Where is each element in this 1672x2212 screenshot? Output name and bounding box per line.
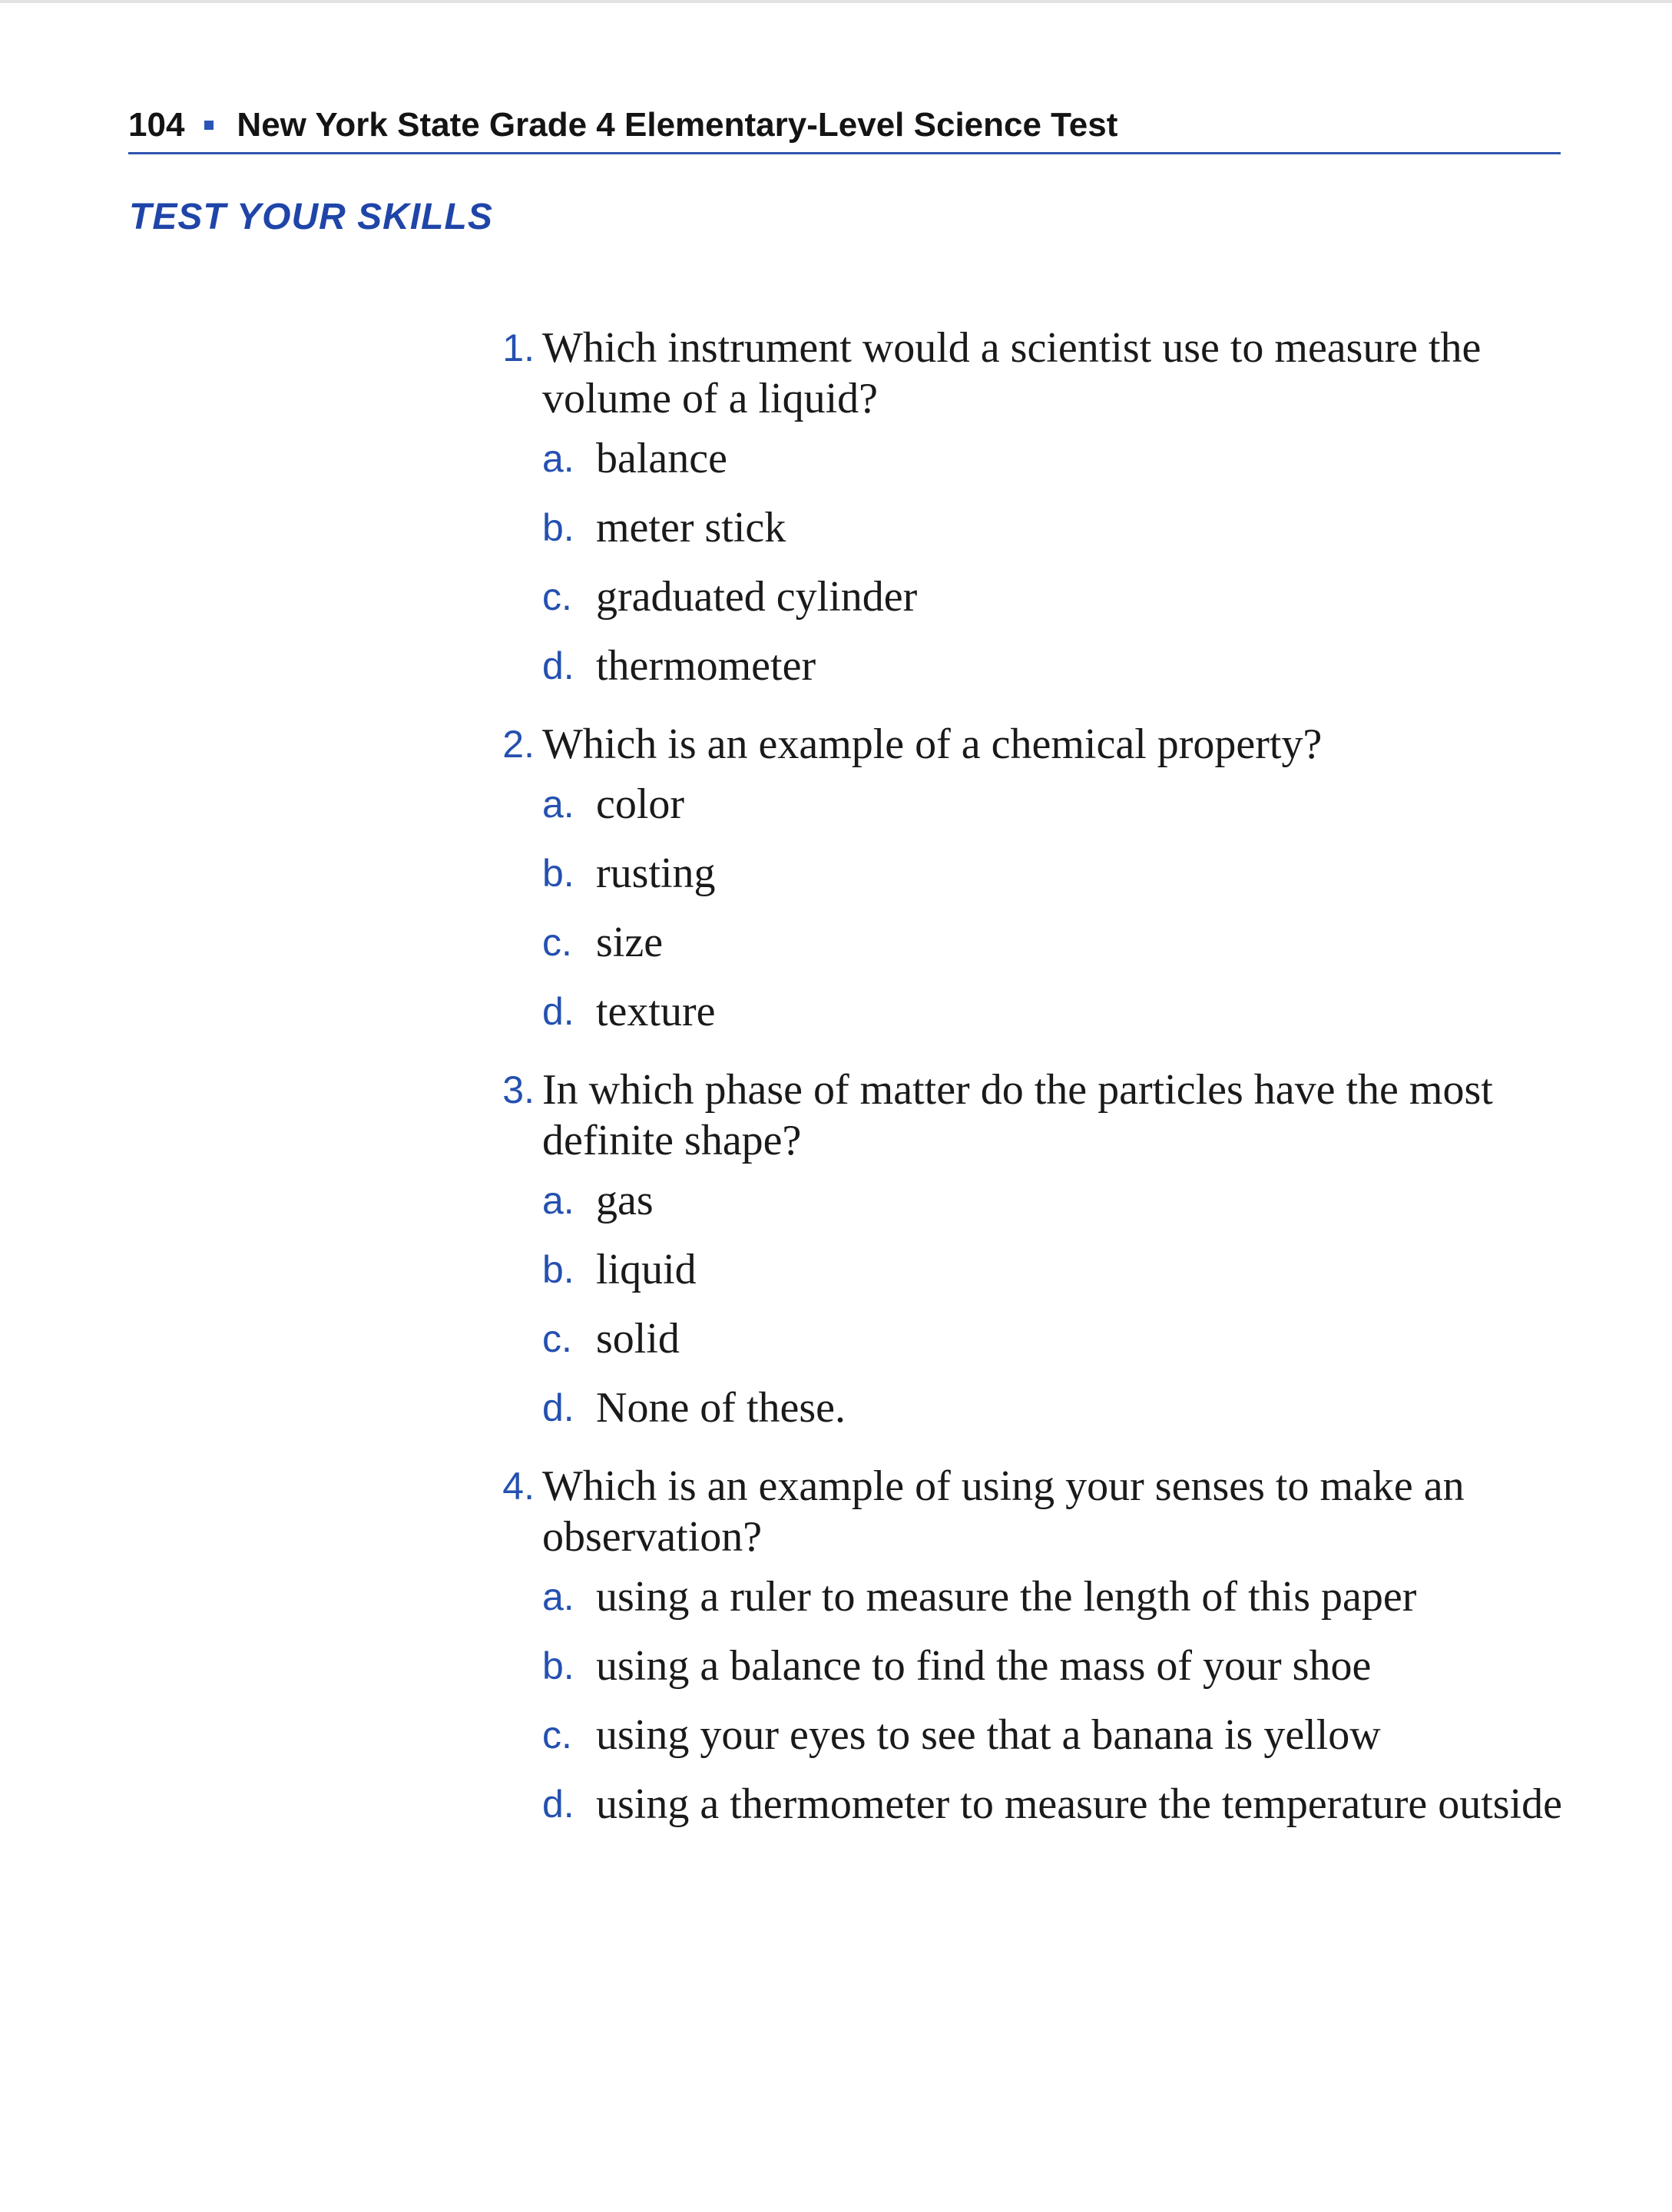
choice-text: None of these.: [596, 1384, 846, 1432]
page-number: 104: [128, 106, 185, 144]
page-top-edge: [0, 0, 1672, 3]
question-number: 4.: [502, 1465, 535, 1508]
question-stem: [476, 719, 1567, 770]
choice-text: graduated cylinder: [596, 573, 918, 621]
choice-letter: c.: [542, 921, 572, 964]
choice-text: rusting: [596, 849, 716, 897]
question-number: 1.: [502, 326, 535, 369]
choice-text: meter stick: [596, 504, 786, 551]
answer-choice-d: [542, 1382, 1567, 1452]
square-bullet-icon: [204, 121, 214, 130]
answer-choices: [476, 779, 1567, 1055]
question-1: [476, 323, 1567, 710]
choice-letter: c.: [542, 1714, 572, 1757]
answer-choice-d: [542, 641, 1567, 710]
answer-choice-d: [542, 1779, 1567, 1886]
question-text: Which instrument would a scientist use to measure the volume of a liquid?: [542, 324, 1482, 422]
choice-letter: b.: [542, 1644, 574, 1687]
choice-letter: b.: [542, 1248, 574, 1291]
answer-choice-a: [542, 1175, 1567, 1244]
question-number: 3.: [502, 1068, 535, 1111]
choice-text: liquid: [596, 1246, 697, 1293]
answer-choice-b: [542, 502, 1567, 571]
answer-choice-b: [542, 1641, 1567, 1710]
answer-choices: [476, 1175, 1567, 1452]
question-text: In which phase of matter do the particles have the most definite shape?: [542, 1066, 1493, 1164]
choice-text: using your eyes to see that a banana is yellow: [596, 1711, 1381, 1759]
answer-choice-a: [542, 433, 1567, 502]
choice-text: thermometer: [596, 642, 816, 690]
question-3: [476, 1065, 1567, 1452]
answer-choices: [476, 1571, 1567, 1886]
choice-text: balance: [596, 435, 727, 482]
choice-text: texture: [596, 988, 716, 1035]
answer-choices: [476, 433, 1567, 710]
choice-text: gas: [596, 1177, 654, 1224]
header-rule: [128, 152, 1561, 154]
choice-letter: d.: [542, 990, 574, 1033]
question-number: 2.: [502, 723, 535, 766]
choice-letter: b.: [542, 506, 574, 549]
question-list: [476, 323, 1567, 1896]
question-stem: [476, 1065, 1567, 1166]
choice-text: using a balance to find the mass of your shoe: [596, 1642, 1372, 1690]
answer-choice-c: [542, 917, 1567, 986]
answer-choice-d: [542, 986, 1567, 1055]
choice-text: solid: [596, 1315, 680, 1363]
book-title: New York State Grade 4 Elementary-Level Science Test: [237, 106, 1118, 144]
choice-letter: a.: [542, 437, 574, 480]
question-stem: [476, 323, 1567, 424]
running-head: [128, 101, 1117, 149]
choice-letter: a.: [542, 1179, 574, 1222]
choice-letter: b.: [542, 852, 574, 895]
section-title: TEST YOUR SKILLS: [129, 197, 493, 237]
answer-choice-a: [542, 1571, 1567, 1641]
answer-choice-b: [542, 1244, 1567, 1313]
question-text: Which is an example of using your senses to make an observation?: [542, 1462, 1465, 1561]
answer-choice-b: [542, 848, 1567, 917]
choice-letter: d.: [542, 1783, 574, 1826]
choice-letter: d.: [542, 1386, 574, 1429]
question-2: [476, 719, 1567, 1055]
choice-letter: a.: [542, 1575, 574, 1618]
answer-choice-c: [542, 1313, 1567, 1382]
choice-text: using a thermometer to measure the temperature outside: [596, 1780, 1563, 1828]
choice-letter: c.: [542, 575, 572, 618]
question-text: Which is an example of a chemical property?: [542, 720, 1323, 768]
question-stem: [476, 1461, 1567, 1562]
choice-text: size: [596, 919, 664, 966]
answer-choice-c: [542, 1710, 1567, 1779]
answer-choice-c: [542, 571, 1567, 641]
answer-choice-a: [542, 779, 1567, 848]
question-4: [476, 1461, 1567, 1886]
choice-letter: d.: [542, 644, 574, 687]
choice-letter: c.: [542, 1317, 572, 1360]
choice-text: color: [596, 780, 685, 828]
choice-letter: a.: [542, 783, 574, 826]
choice-text: using a ruler to measure the length of this paper: [596, 1573, 1417, 1621]
